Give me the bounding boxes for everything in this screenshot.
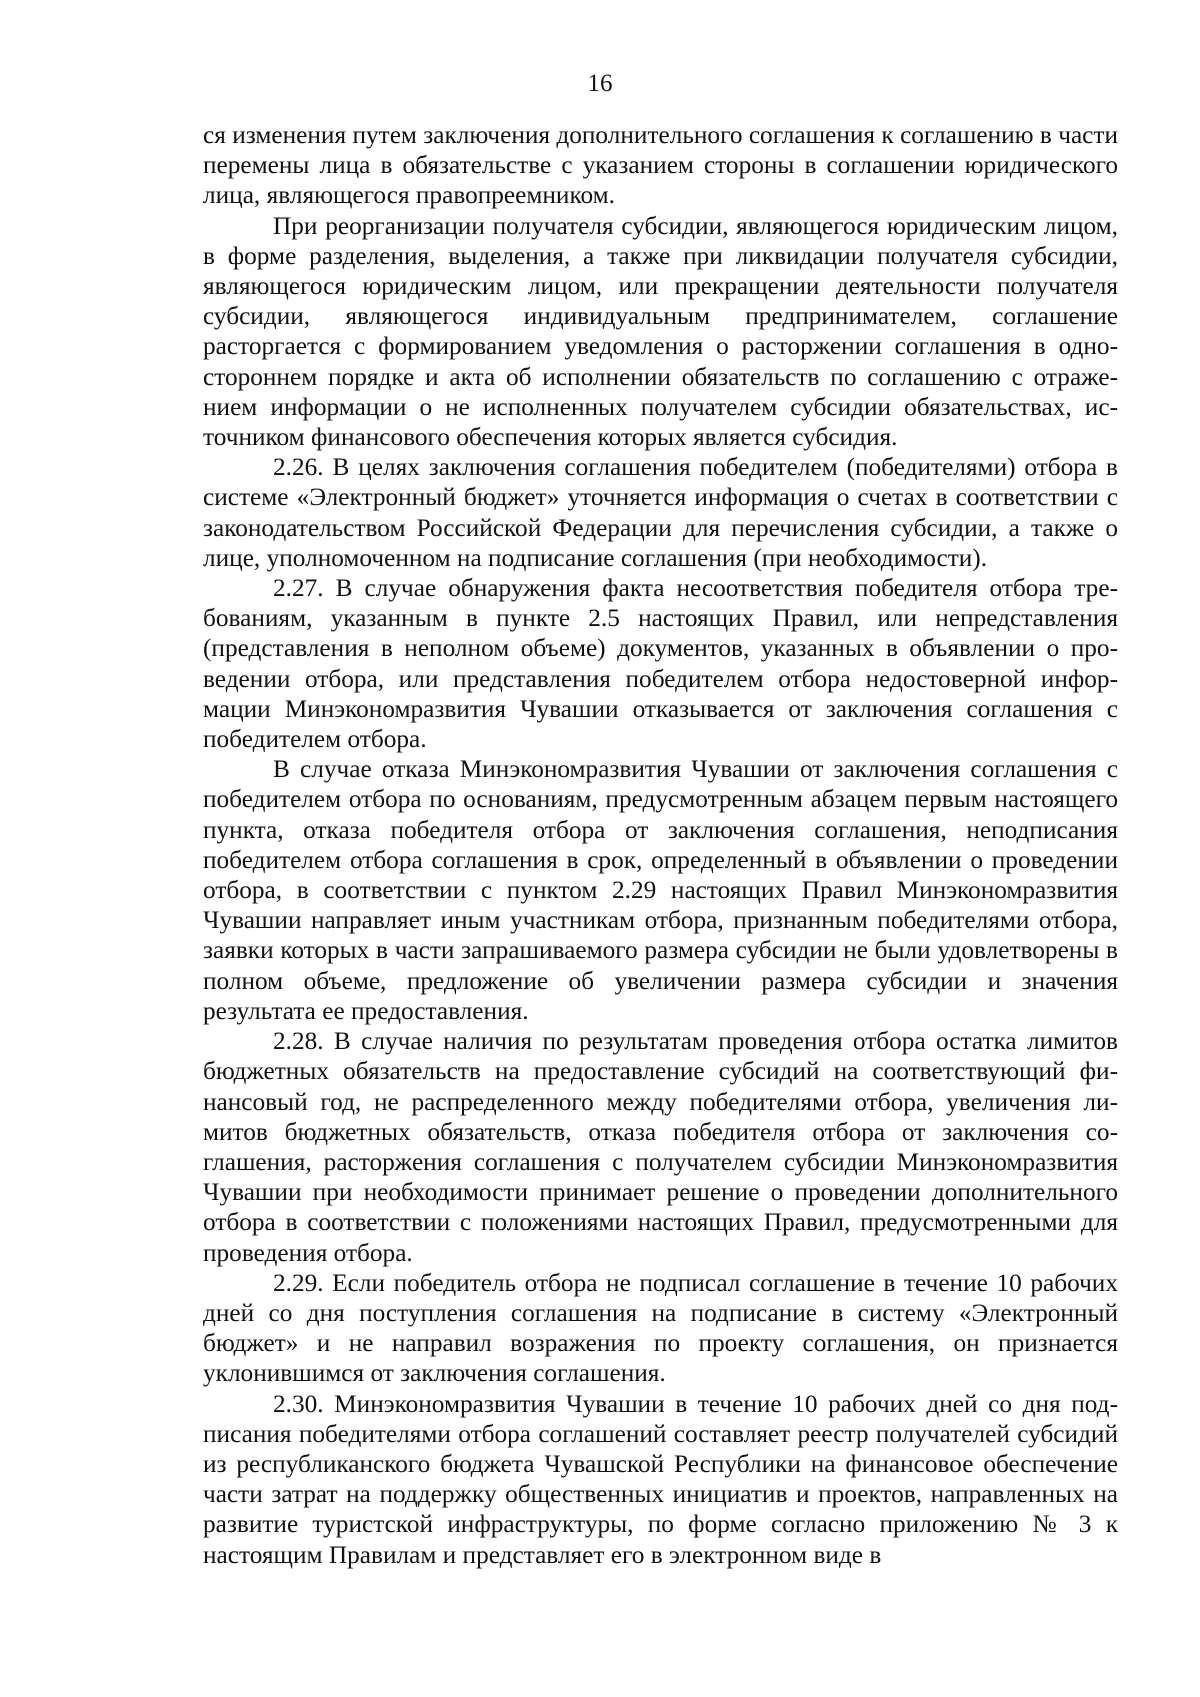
page-number: 16 [587, 70, 613, 97]
paragraph-continuation: ся изменения путем заключения дополнительного соглашения к соглашению в части перемены лица в обязательстве с указанием стороны в соглашении юридического лица, являющегося правопреемником. [203, 121, 1118, 210]
document-body [203, 120, 1118, 1570]
paragraph-2-29: 2.29. Если победитель отбора не подписал соглашение в течение 10 рабочих дней со дня поступления соглашения на подписание в систему «Электронный бюджет» и не направил возражения по проекту соглашения, он признается уклонившимся от заключения соглашения. [203, 1268, 1118, 1388]
paragraph-2-27: 2.27. В случае обнаружения факта несоответствия победителя отбора требованиям, указанным в пункте 2.5 настоящих Правил, или непредставления (представления в неполном объеме) документов, указанных в объявлении о проведении отбора, или представления победителем отбора недостоверной информации Минэкономразвития Чувашии отказывается от заключения соглашения с победителем отбора. [203, 574, 1118, 754]
paragraph-2-30: 2.30. Минэкономразвития Чувашии в течение 10 рабочих дней со дня подписания победителями отбора соглашений составляет реестр получателей субсидий из республиканского бюджета Чувашской Республики на финансовое обеспечение части затрат на поддержку общественных инициатив и проектов, направленных на развитие туристской инфраструктуры, по форме согласно приложению № 3 к настоящим Правилам и представляет его в электронном виде в [203, 1389, 1118, 1569]
paragraph-refusal: В случае отказа Минэкономразвития Чувашии от заключения соглашения с победителем отбора по основаниям, предусмотренным абзацем первым настоящего пункта, отказа победителя отбора от заключения соглашения, неподписания победителем отбора соглашения в срок, определенный в объявлении о проведении отбора, в соответствии с пунктом 2.29 настоящих Правил Минэкономразвития Чувашии направляет иным участникам отбора, признанным победителями отбора, заявки которых в части запрашиваемого размера субсидии не были удовлетворены в полном объеме, предложение об увеличении размера субсидии и значения результата ее предоставления. [203, 755, 1118, 1025]
paragraph-2-28: 2.28. В случае наличия по результатам проведения отбора остатка лимитов бюджетных обязательств на предоставление субсидий на соответствующий финансовый год, не распределенного между победителями отбора, увеличения лимитов бюджетных обязательств, отказа победителя отбора от заключения соглашения, расторжения соглашения с получателем субсидии Минэкономразвития Чувашии при необходимости принимает решение о проведении дополнительного отбора в соответствии с положениями настоящих Правил, предусмотренными для проведения отбора. [203, 1027, 1118, 1267]
paragraph-reorganization: При реорганизации получателя субсидии, являющегося юридическим лицом, в форме разделения, выделения, а также при ликвидации получателя субсидии, являющегося юридическим лицом, или прекращении деятельности получателя субсидии, являющегося индивидуальным предпринимателем, соглашение расторгается с формированием уведомления о расторжении соглашения в одностороннем порядке и акта об исполнении обязательств по соглашению с отражением информации о не исполненных получателем субсидии обязательствах, источником финансового обеспечения которых является субсидия. [203, 211, 1118, 452]
paragraph-2-26: 2.26. В целях заключения соглашения победителем (победителями) отбора в системе «Электронный бюджет» уточняется информация о счетах в соответствии с законодательством Российской Федерации для перечисления субсидии, а также о лице, уполномоченном на подписание соглашения (при необходимости). [203, 453, 1118, 572]
